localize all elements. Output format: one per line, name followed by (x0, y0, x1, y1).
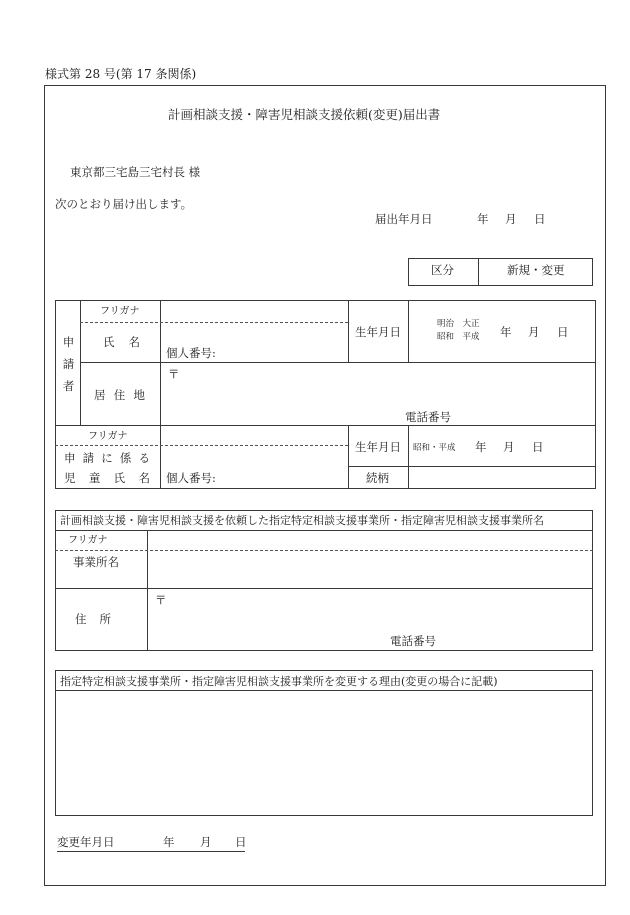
applicant-name-row-divider (80, 362, 596, 363)
applicant-eras-line2: 昭和 平成 (437, 332, 480, 342)
filing-date-month-label: 月 (505, 212, 517, 226)
office-name-row-divider (55, 588, 593, 589)
child-birth-month-label: 月 (503, 440, 515, 454)
applicant-section-label: 申請者 (61, 336, 76, 402)
child-birthdate-divider-left (348, 425, 349, 488)
child-birthdate-label: 生年月日 (355, 440, 401, 454)
child-relationship-label: 続柄 (366, 471, 389, 485)
office-furigana-dashed-line (55, 550, 593, 551)
child-birth-day-label: 日 (532, 440, 544, 454)
filing-date-label: 届出年月日 (375, 212, 433, 226)
applicant-birthdate-divider-right (408, 300, 409, 362)
office-label-column-divider (147, 530, 148, 650)
applicant-furigana-dashed-line (80, 322, 348, 323)
office-table-frame (55, 510, 593, 651)
form-number: 様式第 28 号(第 17 条関係) (45, 67, 197, 81)
child-my-number-label: 個人番号: (166, 471, 216, 485)
change-date-month-label: 月 (200, 835, 212, 849)
applicant-birthdate-divider-left (348, 300, 349, 362)
change-reason-header: 指定特定相談支援事業所・指定障害児相談支援事業所を変更する理由(変更の場合に記載) (60, 675, 498, 688)
child-furigana-label: フリガナ (88, 431, 128, 442)
change-reason-header-divider (55, 690, 593, 691)
applicant-birth-month-label: 月 (528, 325, 540, 339)
child-relationship-row-divider (348, 466, 596, 467)
child-birthdate-divider-right (408, 425, 409, 488)
child-eras: 昭和・平成 (413, 443, 456, 453)
change-reason-frame (55, 670, 593, 816)
office-name-label: 事業所名 (73, 555, 119, 569)
applicant-postal-mark: 〒 (168, 367, 180, 381)
label-column-divider (160, 300, 161, 488)
applicant-birth-year-label: 年 (500, 325, 512, 339)
applicant-eras-line1: 明治 大正 (437, 319, 480, 329)
filing-date-day-label: 日 (534, 212, 546, 226)
category-divider (478, 258, 479, 286)
applicant-my-number-label: 個人番号: (166, 346, 216, 360)
category-value: 新規・変更 (507, 263, 565, 277)
applicant-birthdate-label: 生年月日 (355, 325, 401, 339)
child-name-label-line1: 申 請 に 係 る (64, 451, 150, 465)
office-address-label: 住 所 (75, 612, 111, 626)
filing-date-year-label: 年 (477, 212, 489, 226)
office-postal-mark: 〒 (155, 593, 167, 607)
applicant-birth-day-label: 日 (557, 325, 569, 339)
child-name-label-line2: 児 童 氏 名 (64, 471, 150, 485)
applicant-phone-label: 電話番号 (405, 410, 451, 424)
applicant-address-label: 居 住 地 (94, 388, 145, 402)
applicant-child-row-divider (55, 425, 596, 426)
addressee: 東京都三宅島三宅村長 様 (70, 165, 201, 179)
child-birth-year-label: 年 (475, 440, 487, 454)
applicant-name-label: 氏 名 (103, 335, 140, 349)
intro-text: 次のとおり届け出します。 (55, 197, 193, 211)
change-date-label: 変更年月日 (57, 835, 115, 849)
category-label: 区分 (431, 263, 454, 277)
office-phone-label: 電話番号 (390, 634, 436, 648)
change-date-underline (57, 851, 245, 852)
office-header: 計画相談支援・障害児相談支援を依頼した指定特定相談支援事業所・指定障害児相談支援事業所名 (60, 514, 544, 527)
office-header-divider (55, 530, 593, 531)
applicant-furigana-label: フリガナ (100, 306, 140, 317)
office-furigana-label: フリガナ (68, 535, 108, 546)
form-title: 計画相談支援・障害児相談支援依頼(変更)届出書 (168, 107, 441, 122)
change-date-day-label: 日 (235, 835, 247, 849)
change-date-year-label: 年 (163, 835, 175, 849)
child-furigana-dashed-line (55, 445, 348, 446)
